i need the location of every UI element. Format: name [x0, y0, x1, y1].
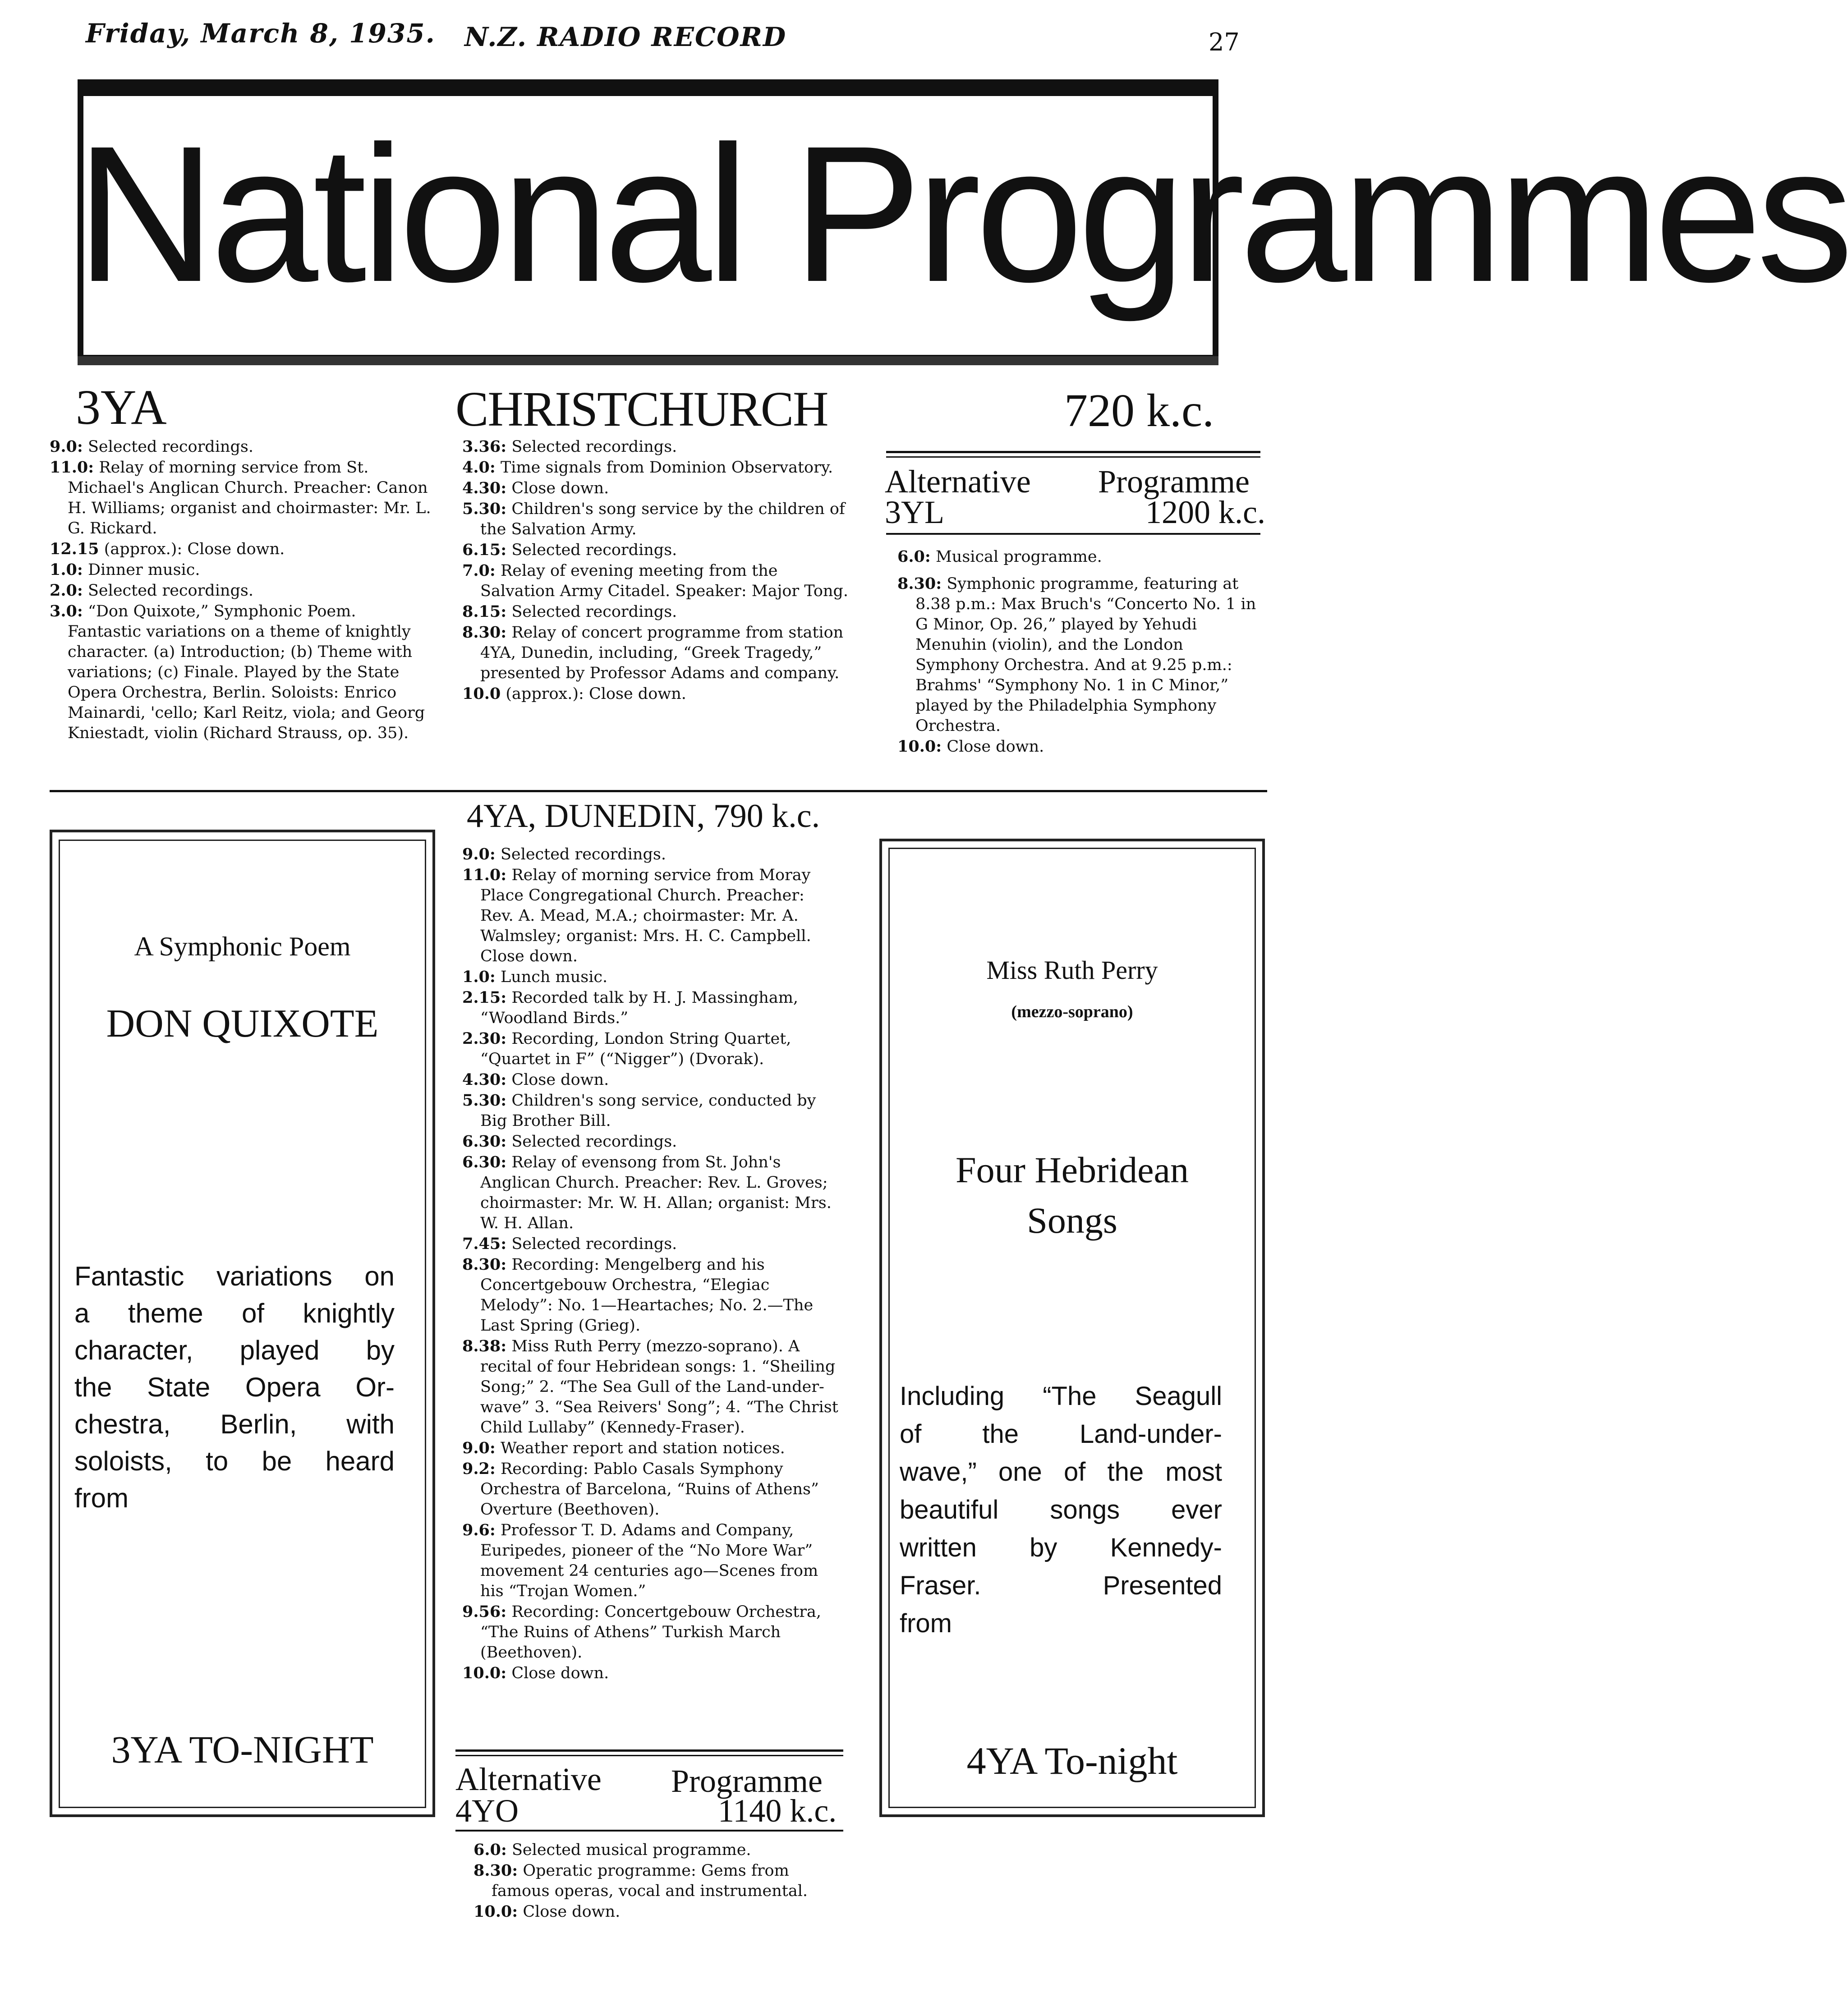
- item-text: Selected recordings.: [500, 845, 666, 863]
- alt-3yl-rule-top: [886, 451, 1260, 453]
- schedule-item: [50, 560, 433, 580]
- item-text: Musical programme.: [935, 548, 1102, 566]
- item-time: 9.2:: [462, 1460, 496, 1478]
- item-time: 3.36:: [462, 437, 507, 456]
- alt-4yo-rule-top: [455, 1749, 843, 1752]
- item-text: Selected recordings.: [511, 603, 677, 621]
- item-time: 2.30:: [462, 1029, 507, 1048]
- christchurch-schedule-col1: [50, 436, 433, 744]
- publication-name: N.Z. RADIO RECORD: [464, 22, 787, 52]
- schedule-item: [50, 436, 433, 457]
- item-text: Symphonic programme, featuring at 8.38 p.m.: Max Bruch's “Concerto No. 1 in G Minor, Op. 26,” played by Yehudi Menuhin (violin), and the London Symphony Orchestra. And at 9.25 p.m.: Brahms' “Symphony No. 1 in C Minor,” played by the Philadelphia Symphony Orchestra.: [915, 575, 1256, 735]
- schedule-item: [473, 1860, 843, 1901]
- body-line: from: [74, 1483, 129, 1513]
- alt-3yl-label-left: Alternative: [885, 464, 1031, 500]
- schedule-item: [462, 1520, 841, 1602]
- item-time: 6.0:: [897, 547, 931, 566]
- schedule-item: [462, 1028, 841, 1070]
- schedule-item: [462, 987, 841, 1028]
- item-time: 10.0:: [473, 1902, 518, 1921]
- dunedin-heading: 4YA, DUNEDIN, 790 k.c.: [467, 798, 820, 835]
- alt-3yl-schedule: [897, 546, 1258, 757]
- alt-4yo-rule-top2: [455, 1755, 843, 1756]
- right-feature-title-line1: Four Hebridean: [956, 1149, 1189, 1190]
- schedule-item: [462, 967, 841, 987]
- item-text: Relay of evening meeting from the Salvation Army Citadel. Speaker: Major Tong.: [480, 562, 849, 600]
- right-feature-name: Miss Ruth Perry: [986, 955, 1158, 985]
- christchurch-schedule-col2: [462, 436, 850, 704]
- schedule-item: [462, 1090, 841, 1131]
- item-time: 9.6:: [462, 1521, 496, 1539]
- schedule-item: [462, 1234, 841, 1254]
- item-time: 6.30:: [462, 1132, 507, 1151]
- schedule-item: [50, 539, 433, 560]
- item-text: (approx.): Close down.: [104, 540, 285, 558]
- section-divider: [50, 790, 1267, 792]
- schedule-item: [462, 1131, 841, 1152]
- item-time: 9.0:: [462, 845, 496, 863]
- dunedin-schedule: [462, 844, 841, 1684]
- item-time: 7.45:: [462, 1235, 507, 1253]
- item-text: Relay of evensong from St. John's Anglican Church. Preacher: Rev. L. Groves; choirmaster: Mr. W. H. Allan; organist: Mrs. W. H. Allan.: [480, 1153, 832, 1232]
- schedule-item: [462, 499, 850, 540]
- item-text: Dinner music.: [87, 561, 200, 579]
- body-line: Including “The Seagull: [900, 1382, 1222, 1411]
- schedule-item: [462, 601, 850, 622]
- item-text: Lunch music.: [500, 968, 608, 986]
- item-text: Time signals from Dominion Observatory.: [500, 459, 833, 477]
- left-feature-footer: 3YA TO-NIGHT: [111, 1728, 374, 1771]
- item-text: Weather report and station notices.: [500, 1439, 785, 1457]
- item-text: Selected recordings.: [87, 438, 253, 456]
- schedule-item: [897, 574, 1258, 736]
- item-time: 12.15: [50, 540, 99, 558]
- left-feature-kicker: A Symphonic Poem: [134, 932, 351, 961]
- alt-4yo-rule-bottom: [455, 1830, 843, 1832]
- alt-4yo-schedule: [473, 1840, 843, 1922]
- item-time: 8.30:: [462, 623, 507, 642]
- right-feature-voice: (mezzo-soprano): [1011, 1002, 1133, 1021]
- item-text: Close down.: [511, 1071, 609, 1089]
- item-time: 1.0:: [462, 968, 496, 986]
- item-text: Selected recordings.: [87, 582, 253, 600]
- schedule-item: [462, 540, 850, 560]
- body-line: written by Kennedy-: [900, 1533, 1222, 1562]
- right-feature-inner: [888, 848, 1256, 1808]
- schedule-item: [50, 601, 433, 744]
- item-text: Close down.: [511, 479, 609, 497]
- schedule-item: [462, 436, 850, 457]
- schedule-item: [462, 1254, 841, 1336]
- alt-3yl-frequency: 1200 k.c.: [1145, 494, 1265, 530]
- schedule-item: [462, 1663, 841, 1684]
- item-time: 5.30:: [462, 500, 507, 518]
- item-text: Operatic programme: Gems from famous operas, vocal and instrumental.: [492, 1862, 808, 1900]
- schedule-item: [462, 1438, 841, 1459]
- schedule-item: [462, 457, 850, 478]
- item-text: Close down.: [511, 1664, 609, 1682]
- item-time: 8.15:: [462, 602, 507, 621]
- alt-3yl-rule-top2: [886, 456, 1260, 458]
- item-time: 3.0:: [50, 602, 83, 620]
- schedule-item: [462, 844, 841, 865]
- item-text: Relay of morning service from Moray Place Congregational Church. Preacher: Rev. A. Mead, M.A.; choirmaster: Mr. A. Walmsley; organist: Mrs. H. C. Campbell. Close down.: [480, 866, 811, 965]
- right-feature-footer: 4YA To-night: [966, 1739, 1178, 1782]
- item-time: 11.0:: [50, 458, 94, 477]
- issue-date: Friday, March 8, 1935.: [86, 18, 436, 49]
- item-time: 9.0:: [462, 1439, 496, 1457]
- body-line: Fantastic variations on: [74, 1261, 395, 1291]
- item-text: Recorded talk by H. J. Massingham, “Woodland Birds.”: [480, 989, 799, 1027]
- alt-4yo-label-right: Programme: [671, 1763, 823, 1799]
- schedule-item: [462, 684, 850, 704]
- left-feature-body: [74, 1258, 395, 1517]
- item-text: Recording: Pablo Casals Symphony Orchestra of Barcelona, “Ruins of Athens” Overture (Beethoven).: [480, 1460, 819, 1519]
- alt-3yl-label-right: Programme: [1098, 464, 1250, 500]
- body-line: chestra, Berlin, with: [74, 1409, 395, 1439]
- item-time: 10.0: [462, 684, 501, 703]
- item-text: Close down.: [523, 1903, 621, 1921]
- item-text: Selected musical programme.: [511, 1841, 751, 1859]
- left-feature-title: DON QUIXOTE: [106, 1002, 379, 1046]
- schedule-item: [462, 478, 850, 499]
- body-line: soloists, to be heard: [74, 1446, 395, 1476]
- body-line: beautiful songs ever: [900, 1495, 1222, 1524]
- item-text: Recording: Mengelberg and his Concertgebouw Orchestra, “Elegiac Melody”: No. 1—Heartaches; No. 2.—The Last Spring (Grieg).: [480, 1256, 814, 1335]
- body-line: character, played by: [74, 1335, 395, 1365]
- item-time: 10.0:: [897, 737, 942, 756]
- item-text: Professor T. D. Adams and Company, Euripedes, pioneer of the “No More War” movement 24 centuries ago—Scenes from his “Trojan Women.”: [480, 1521, 818, 1600]
- item-text: Recording, London String Quartet, “Quartet in F” (“Nigger”) (Dvorak).: [480, 1030, 791, 1068]
- item-time: 1.0:: [50, 560, 83, 579]
- item-time: 5.30:: [462, 1091, 507, 1110]
- body-line: the State Opera Or-: [74, 1372, 395, 1402]
- item-time: 9.56:: [462, 1602, 507, 1621]
- body-line: a theme of knightly: [74, 1298, 395, 1328]
- body-line: wave,” one of the most: [900, 1457, 1222, 1487]
- item-time: 8.30:: [897, 574, 942, 593]
- schedule-item: [897, 736, 1258, 757]
- item-time: 4.30:: [462, 1070, 507, 1089]
- schedule-item: [897, 546, 1258, 567]
- christchurch-frequency: 720 k.c.: [1064, 385, 1214, 436]
- alt-3yl-station: 3YL: [885, 494, 944, 530]
- alt-4yo-station: 4YO: [455, 1793, 519, 1829]
- item-time: 8.30:: [473, 1861, 518, 1880]
- schedule-item: [462, 560, 850, 601]
- item-time: 2.15:: [462, 988, 507, 1007]
- right-feature-title-line2: Songs: [1027, 1200, 1117, 1241]
- item-time: 6.15:: [462, 541, 507, 559]
- item-text: Selected recordings.: [511, 438, 677, 456]
- schedule-item: [462, 1336, 841, 1438]
- item-time: 11.0:: [462, 866, 507, 884]
- schedule-item: [462, 1152, 841, 1234]
- masthead-title: National Programmes: [76, 106, 1848, 322]
- item-text: Relay of concert programme from station 4YA, Dunedin, including, “Greek Tragedy,” presented by Professor Adams and company.: [480, 624, 844, 682]
- item-time: 6.30:: [462, 1153, 507, 1171]
- schedule-item: [50, 457, 433, 539]
- item-time: 10.0:: [462, 1664, 507, 1682]
- masthead-bottom-rule: [78, 356, 1218, 365]
- body-line: Fraser. Presented: [900, 1571, 1222, 1600]
- item-time: 8.38:: [462, 1337, 507, 1355]
- item-text: Children's song service by the children of the Salvation Army.: [480, 500, 845, 538]
- item-text: Recording: Concertgebouw Orchestra, “The Ruins of Athens” Turkish March (Beethoven).: [480, 1603, 821, 1662]
- schedule-item: [473, 1840, 843, 1860]
- schedule-item: [462, 1070, 841, 1090]
- schedule-item: [50, 580, 433, 601]
- item-time: 9.0:: [50, 437, 83, 456]
- item-time: 7.0:: [462, 561, 496, 580]
- masthead-top-rule: [78, 79, 1218, 91]
- alt-4yo-label-left: Alternative: [455, 1761, 602, 1797]
- alt-4yo-frequency: 1140 k.c.: [718, 1793, 837, 1829]
- item-text: “Don Quixote,” Symphonic Poem. Fantastic variations on a theme of knightly character. (a) Introduction; (b) Theme with variations; (c) Finale. Played by the State Opera Orchestra, Berlin. Soloists: Enrico Mainardi, 'cello; Karl Reitz, viola; and Georg Kniestadt, violin (Richard Strauss, op. 35).: [68, 602, 425, 742]
- schedule-item: [473, 1901, 843, 1922]
- item-time: 4.0:: [462, 458, 496, 477]
- alt-3yl-rule-bottom: [886, 533, 1260, 535]
- item-text: Relay of morning service from St. Michael's Anglican Church. Preacher: Canon H. Williams; organist and choirmaster: Mr. L. G. Rickard.: [68, 459, 431, 537]
- item-text: Selected recordings.: [511, 1235, 677, 1253]
- christchurch-city-heading: CHRISTCHURCH: [455, 381, 828, 436]
- item-time: 4.30:: [462, 479, 507, 497]
- schedule-item: [462, 1602, 841, 1663]
- item-text: Selected recordings.: [511, 541, 677, 559]
- item-text: Selected recordings.: [511, 1133, 677, 1151]
- body-line: from: [900, 1609, 952, 1638]
- christchurch-station-id: 3YA: [76, 380, 167, 435]
- item-text: Close down.: [947, 738, 1044, 756]
- item-time: 8.30:: [462, 1255, 507, 1274]
- schedule-item: [462, 622, 850, 684]
- item-text: Miss Ruth Perry (mezzo-soprano). A recital of four Hebridean songs: 1. “Sheiling Song;” 2. “The Sea Gull of the Land-under-wave” 3. “Sea Reivers' Song”; 4. “The Christ Child Lullaby” (Kennedy-Fraser).: [480, 1337, 838, 1437]
- item-text: Children's song service, conducted by Big Brother Bill.: [480, 1092, 816, 1130]
- right-feature-body: [900, 1377, 1222, 1643]
- item-text: (approx.): Close down.: [506, 685, 686, 703]
- page-number: 27: [1209, 28, 1240, 56]
- schedule-item: [462, 865, 841, 967]
- body-line: of the Land-under-: [900, 1419, 1222, 1449]
- item-time: 6.0:: [473, 1841, 507, 1859]
- schedule-item: [462, 1459, 841, 1520]
- item-time: 2.0:: [50, 581, 83, 600]
